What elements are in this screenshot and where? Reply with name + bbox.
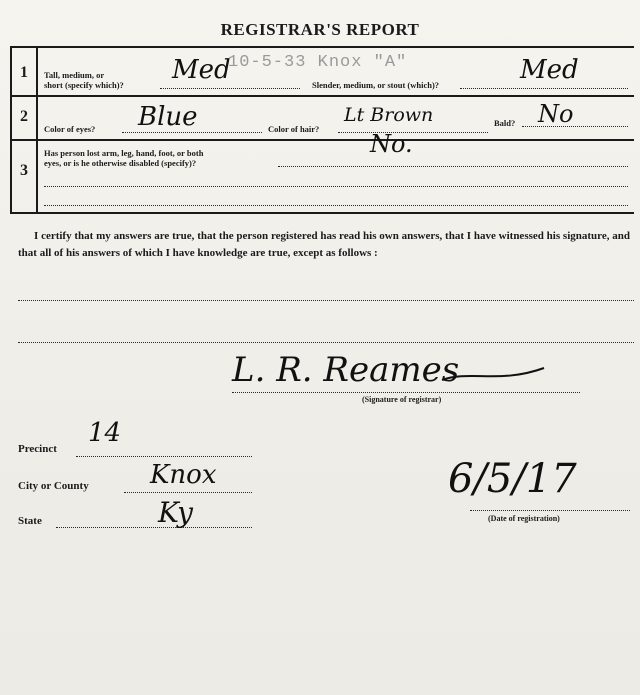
disabled-label-line2: eyes, or is he otherwise disabled (specify)?: [44, 158, 197, 168]
bald-label: Bald?: [494, 118, 516, 128]
height-label-line1: Tall, medium, or: [44, 70, 105, 80]
table-left-rule: [10, 46, 12, 214]
city-county-label: City or County: [18, 480, 89, 492]
eyes-value: Blue: [138, 102, 198, 132]
build-dotted-line: [460, 88, 628, 89]
row-number-2: 2: [20, 108, 28, 125]
number-column-rule: [36, 46, 38, 214]
precinct-label: Precinct: [18, 443, 57, 455]
exceptions-dotted-line-2: [18, 342, 634, 343]
disabled-dotted-line-3: [44, 205, 628, 206]
signature-caption: (Signature of registrar): [362, 395, 442, 404]
exceptions-dotted-line-1: [18, 300, 634, 301]
hair-dotted-line: [338, 132, 488, 133]
precinct-dotted-line: [76, 456, 252, 457]
date-dotted-line: [470, 510, 630, 511]
build-value: Med: [520, 55, 579, 85]
registrar-signature: L. R. Reames: [232, 350, 460, 390]
city-county-dotted-line: [124, 492, 252, 493]
bald-value: No: [538, 100, 574, 128]
state-value: Ky: [158, 496, 193, 529]
disabled-value: No.: [370, 130, 413, 158]
row-number-3: 3: [20, 162, 28, 179]
eyes-dotted-line: [122, 132, 262, 133]
state-dotted-line: [56, 527, 252, 528]
signature-dotted-line: [232, 392, 580, 393]
hair-label: Color of hair?: [268, 124, 320, 134]
row-number-1: 1: [20, 64, 28, 81]
height-label-line2: short (specify which)?: [44, 80, 124, 90]
row2-rule: [10, 139, 634, 141]
height-dotted-line: [160, 88, 300, 89]
state-label: State: [18, 515, 42, 527]
certification-text: I certify that my answers are true, that the person registered has read his own answers, that I have witnessed his signature, and that all of his answers of which I have knowledge are true, except as follows :: [18, 230, 630, 259]
file-stamp: 10-5-33 Knox "A": [228, 53, 408, 72]
disabled-label-line1: Has person lost arm, leg, hand, foot, or both: [44, 148, 204, 158]
row1-rule: [10, 95, 634, 97]
precinct-value: 14: [88, 418, 122, 448]
report-title: REGISTRAR'S REPORT: [220, 20, 420, 39]
height-value: Med: [172, 55, 231, 85]
hair-value: Lt Brown: [344, 104, 434, 126]
date-caption: (Date of registration): [488, 514, 560, 523]
signature-flourish: [440, 366, 550, 386]
disabled-dotted-line-1: [278, 166, 628, 167]
table-bottom-rule: [10, 212, 634, 214]
build-label: Slender, medium, or stout (which)?: [312, 80, 440, 90]
table-top-rule: [10, 46, 634, 48]
disabled-dotted-line-2: [44, 186, 628, 187]
eyes-label: Color of eyes?: [44, 124, 96, 134]
registration-date-value: 6/5/17: [448, 456, 577, 502]
city-county-value: Knox: [150, 460, 217, 490]
